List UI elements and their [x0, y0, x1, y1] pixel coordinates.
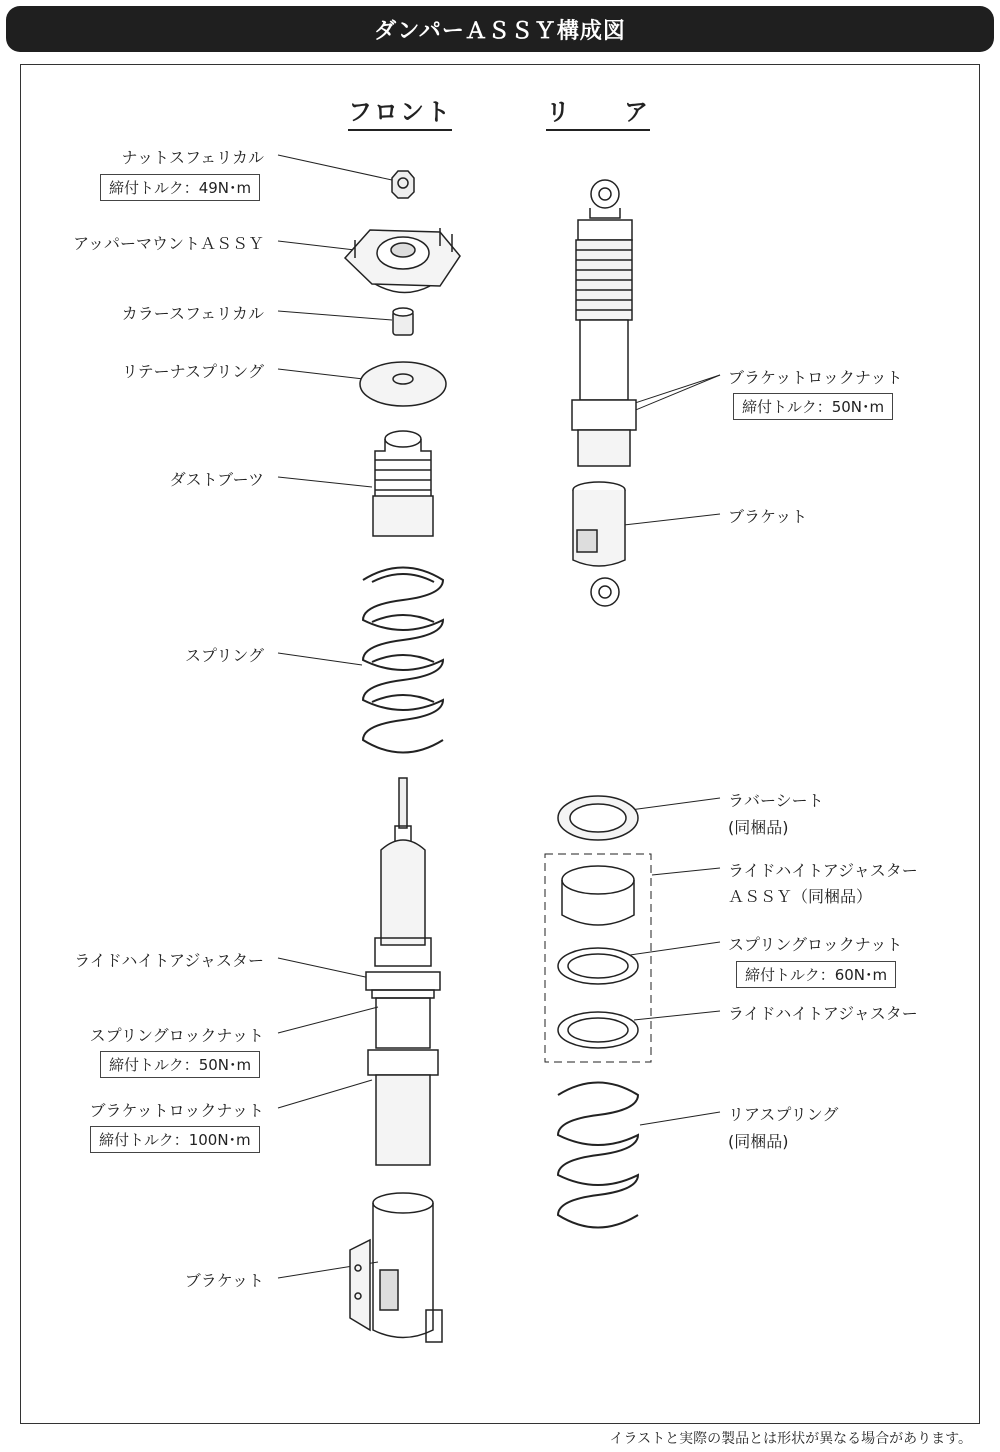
nut-spherical-illustration: [392, 171, 414, 198]
label-ride-height-assy: ライドハイトアジャスター: [728, 861, 918, 880]
front-leader-lines: [278, 155, 392, 1278]
label-collar-spherical: カラースフェリカル: [121, 304, 264, 323]
page-title: ダンパーＡＳＳＹ構成図: [6, 6, 994, 52]
label-spring-lock-nut: スプリングロックナット: [89, 1026, 264, 1045]
rear-spring-illustration: [558, 1083, 638, 1228]
torque-rear-spring-lock-nut: 締付トルク：60N･m: [736, 961, 896, 988]
front-section-title: フロント: [348, 92, 452, 131]
collar-spherical-illustration: [393, 308, 413, 335]
label-spring: スプリング: [184, 646, 264, 665]
label-retainer-spring: リテーナスプリング: [121, 362, 264, 381]
torque-spring-lock-nut: 締付トルク：50N･m: [100, 1051, 260, 1078]
label-front-bracket: ブラケット: [184, 1271, 264, 1290]
front-spring-illustration: [363, 568, 443, 753]
upper-mount-illustration: [345, 228, 460, 293]
label-ride-height-adjuster: ライドハイトアジャスター: [74, 951, 264, 970]
label-rear-spring: リアスプリング: [728, 1105, 839, 1124]
retainer-spring-illustration: [360, 362, 446, 406]
rear-ride-height-assy-illustration: [558, 866, 638, 1048]
rear-damper-illustration: [572, 180, 636, 466]
label-rubber-seat-note: (同梱品): [728, 818, 789, 837]
torque-rear-bracket-lock-nut: 締付トルク：50N･m: [733, 393, 893, 420]
rubber-seat-illustration: [558, 796, 638, 840]
label-rear-spring-lock-nut: スプリングロックナット: [728, 935, 903, 954]
front-bracket-illustration: [350, 1193, 442, 1342]
torque-bracket-lock-nut: 締付トルク：100N･m: [90, 1126, 260, 1153]
label-rear-spring-note: (同梱品): [728, 1132, 789, 1151]
label-rear-bracket: ブラケット: [728, 507, 808, 526]
label-bracket-lock-nut: ブラケットロックナット: [89, 1101, 264, 1120]
dust-boot-illustration: [373, 431, 433, 536]
front-damper-illustration: [366, 778, 440, 1165]
footer-note: イラストと実際の製品とは形状が異なる場合があります。: [609, 1431, 972, 1447]
rear-bracket-illustration: [573, 482, 625, 606]
label-dust-boot: ダストブーツ: [169, 470, 264, 489]
label-rear-ride-height: ライドハイトアジャスター: [728, 1004, 918, 1023]
rear-section-title: リ ア: [546, 92, 650, 131]
label-rear-bracket-lock-nut: ブラケットロックナット: [728, 368, 903, 387]
label-upper-mount: アッパーマウントＡＳＳＹ: [73, 234, 264, 253]
label-ride-height-assy-2: ＡＳＳＹ（同梱品）: [728, 887, 873, 906]
torque-nut-spherical: 締付トルク：49N･m: [100, 174, 260, 201]
label-nut-spherical: ナットスフェリカル: [121, 148, 264, 167]
label-rubber-seat: ラバーシート: [728, 791, 824, 810]
